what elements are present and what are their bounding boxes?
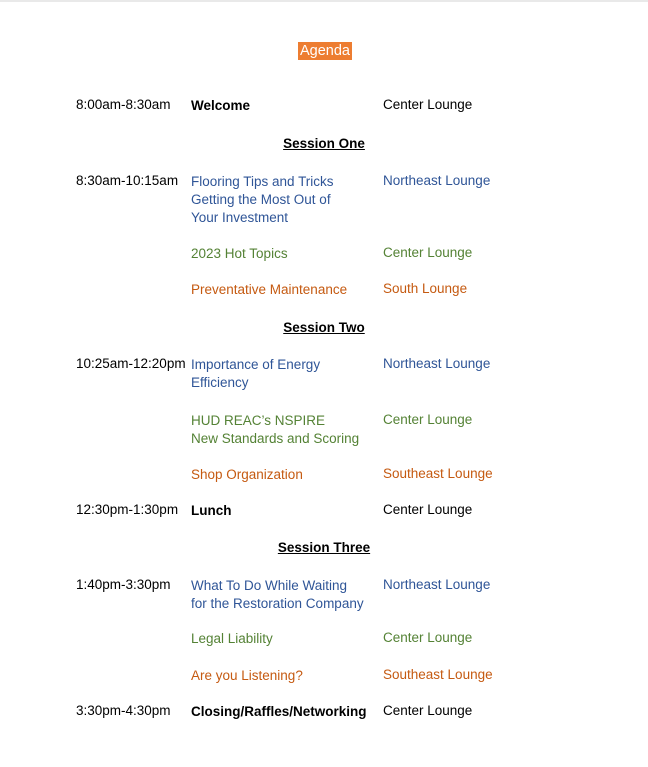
event-title-line: Getting the Most Out of [191, 192, 331, 207]
event-title [191, 630, 273, 648]
location-cell: Center Lounge [383, 412, 473, 427]
location-cell: Center Lounge [383, 630, 473, 645]
session-heading: Session Two [283, 320, 365, 335]
event-title [191, 667, 303, 685]
event-title-line: Welcome [191, 98, 251, 113]
event-title-line: Closing/Raffles/Networking [191, 704, 367, 719]
event-title-line: Your Investment [191, 210, 289, 225]
time-cell: 3:30pm-4:30pm [76, 703, 171, 718]
page-top-border [0, 0, 648, 2]
agenda-title: Agenda [300, 43, 350, 59]
event-title-line: Efficiency [191, 375, 249, 390]
location-cell: South Lounge [383, 281, 468, 296]
location-cell: Northeast Lounge [383, 173, 491, 188]
event-title-line: New Standards and Scoring [191, 431, 360, 446]
time-cell: 12:30pm-1:30pm [76, 502, 179, 517]
location-cell: Center Lounge [383, 245, 473, 260]
event-title-line: Legal Liability [191, 631, 273, 646]
event-title [191, 281, 347, 299]
event-title [191, 703, 367, 721]
location-cell: Center Lounge [383, 97, 473, 112]
event-title-line: Importance of Energy [191, 357, 321, 372]
event-title-line: Preventative Maintenance [191, 282, 348, 297]
event-title [191, 97, 250, 115]
time-cell: 10:25am-12:20pm [76, 356, 186, 371]
time-cell: 8:30am-10:15am [76, 173, 179, 188]
event-title-line: What To Do While Waiting [191, 578, 348, 593]
event-title [191, 502, 232, 520]
event-title-line: HUD REAC’s NSPIRE [191, 413, 326, 428]
session-heading: Session Three [277, 540, 371, 555]
event-title-line: Shop Organization [191, 467, 303, 482]
event-title [191, 245, 288, 263]
location-cell: Southeast Lounge [383, 466, 493, 481]
event-title-line: for the Restoration Company [191, 596, 364, 611]
event-title [191, 466, 303, 484]
location-cell: Center Lounge [383, 502, 473, 517]
location-cell: Northeast Lounge [383, 577, 491, 592]
event-title [191, 173, 334, 227]
event-title-line: Lunch [191, 503, 232, 518]
time-cell: 8:00am-8:30am [76, 97, 171, 112]
session-heading: Session One [283, 136, 365, 151]
event-title [191, 356, 320, 392]
location-cell: Southeast Lounge [383, 667, 493, 682]
event-title-line: Flooring Tips and Tricks [191, 174, 334, 189]
event-title [191, 577, 364, 613]
time-cell: 1:40pm-3:30pm [76, 577, 171, 592]
location-cell: Northeast Lounge [383, 356, 491, 371]
event-title-line: 2023 Hot Topics [191, 246, 288, 261]
event-title-line: Are you Listening? [191, 668, 303, 683]
location-cell: Center Lounge [383, 703, 473, 718]
event-title [191, 412, 359, 448]
